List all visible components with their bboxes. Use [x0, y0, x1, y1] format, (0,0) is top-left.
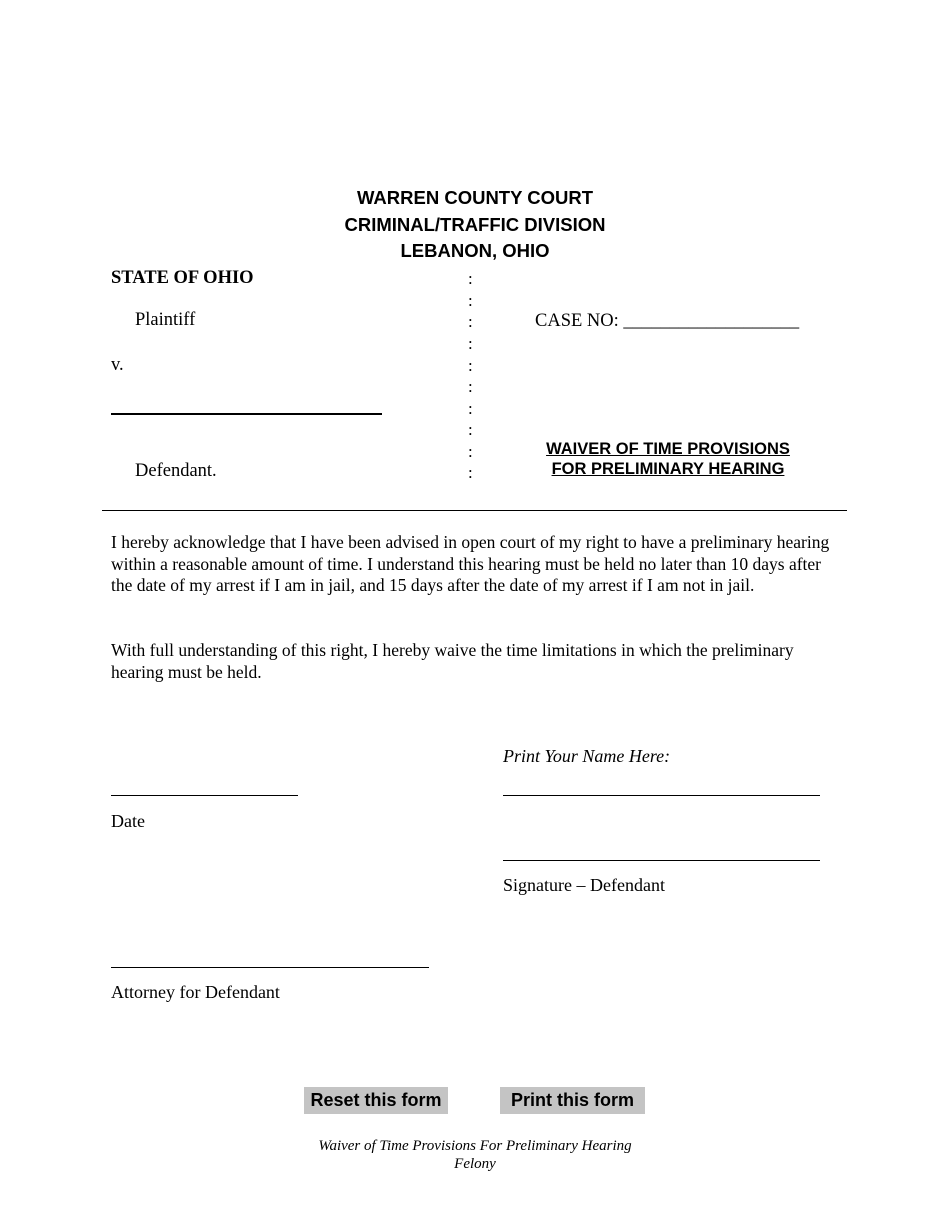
footer-form-type: Felony: [454, 1156, 496, 1172]
court-location: LEBANON, OHIO: [400, 240, 550, 261]
court-name: WARREN COUNTY COURT: [356, 187, 594, 208]
caption-colon: :: [468, 442, 473, 461]
caption-colon: :: [468, 399, 473, 418]
signature-defendant-label: Signature – Defendant: [503, 875, 665, 895]
case-number-label: CASE NO:: [535, 311, 619, 331]
defendant-signature-line[interactable]: [503, 860, 820, 861]
defendant-name-line[interactable]: [111, 413, 382, 415]
caption-colon: :: [468, 420, 473, 439]
state-of-ohio: STATE OF OHIO: [111, 268, 254, 288]
acknowledgement-paragraph: I hereby acknowledge that I have been advised in open court of my right to have a preliminary hearing within a reasonable amount of time. I understand this hearing must be held no later than 10 days after the date of my arrest if I am in jail, and 15 days after the date of my arrest if I am not in jail.: [111, 532, 830, 596]
page-footer: [0, 1137, 950, 1173]
caption-divider: [102, 510, 847, 511]
caption-colon: :: [468, 312, 473, 331]
print-name-label: Print Your Name Here:: [503, 746, 671, 766]
court-division: CRIMINAL/TRAFFIC DIVISION: [344, 213, 606, 235]
footer-form-title: Waiver of Time Provisions For Preliminary Hearing: [318, 1138, 632, 1154]
caption-colon: :: [468, 291, 473, 310]
attorney-signature-line[interactable]: [111, 967, 429, 968]
date-label: Date: [111, 811, 145, 831]
reset-form-button[interactable]: Reset this form: [304, 1087, 448, 1114]
caption-colon: :: [468, 463, 473, 482]
print-name-line[interactable]: [503, 795, 820, 796]
plaintiff-label: Plaintiff: [135, 310, 196, 330]
court-heading: [0, 185, 950, 265]
case-number: [535, 311, 799, 332]
caption-colon: :: [468, 269, 473, 288]
defendant-label: Defendant.: [135, 461, 217, 481]
case-number-field[interactable]: ___________________: [623, 311, 800, 331]
attorney-label: Attorney for Defendant: [111, 982, 280, 1002]
print-form-button[interactable]: Print this form: [500, 1087, 645, 1114]
caption-colon: :: [468, 334, 473, 353]
document-title-line1: WAIVER OF TIME PROVISIONS: [546, 440, 790, 458]
caption-colon: :: [468, 377, 473, 396]
document-title-line2: FOR PRELIMINARY HEARING: [551, 460, 785, 478]
waiver-paragraph: With full understanding of this right, I hereby waive the time limitations in which the preliminary hearing must be held.: [111, 640, 794, 682]
date-line[interactable]: [111, 795, 298, 796]
versus-label: v.: [111, 355, 124, 375]
document-title: [520, 439, 816, 479]
caption-colon: :: [468, 356, 473, 375]
